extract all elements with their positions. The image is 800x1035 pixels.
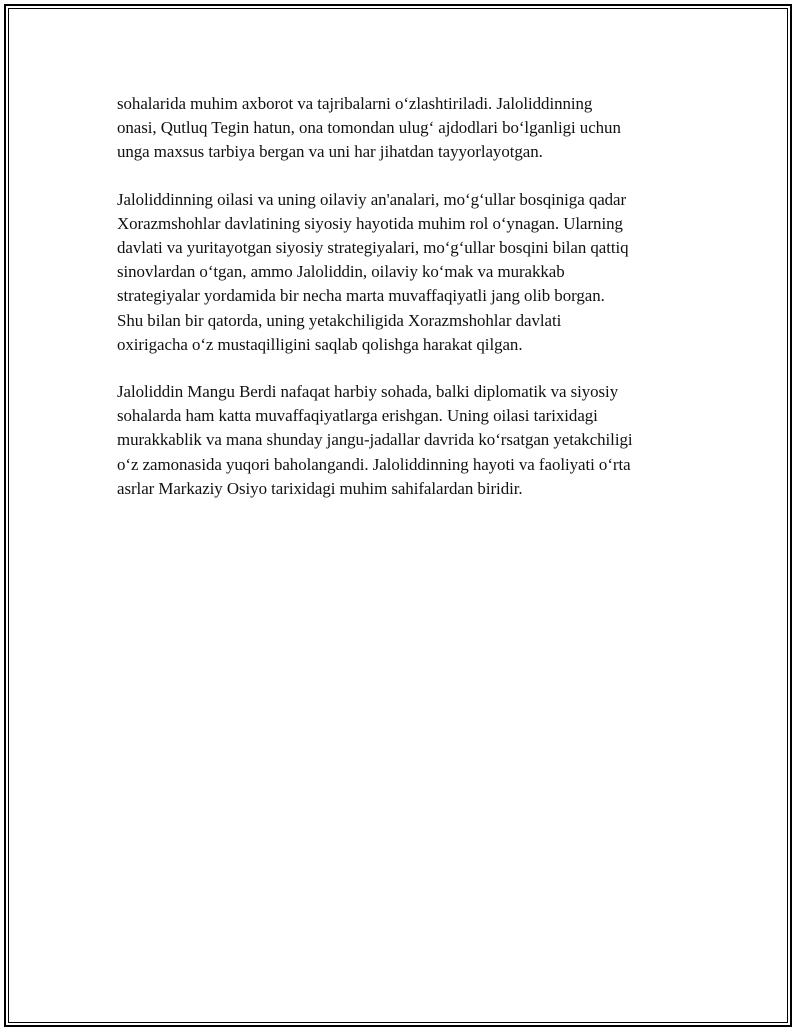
paragraph-2: Jaloliddinning oilasi va uning oilaviy an'analari, mo‘g‘ullar bosqiniga qadar Xorazmshohlar davlatining siyosiy hayotida muhim rol o‘ynagan. Ularning davlati va yuritayotgan siyosiy strategiyalari, mo‘g‘ullar bosqini bilan qattiq sinovlardan o‘tgan, ammo Jaloliddin, oilaviy ko‘mak va murakkab strategiyalar yordamida bir necha marta muvaffaqiyatli jang olib borgan. Shu bilan bir qatorda, uning yetakchiligida Xorazmshohlar davlati oxirigacha o‘z mustaqilligini saqlab qolishga harakat qilgan. bbox=[117, 189, 629, 354]
paragraph-1: sohalarida muhim axborot va tajribalarni o‘zlashtiriladi. Jaloliddinning onasi, Qutluq Tegin hatun, ona tomondan ulug‘ ajdodlari bo‘lganligi uchun unga maxsus tarbiya bergan va uni har jihatdan tayyorlayotgan. bbox=[117, 94, 621, 162]
paragraph-3: Jaloliddin Mangu Berdi nafaqat harbiy sohada, balki diplomatik va siyosiy sohalarda ham katta muvaffaqiyatlarga erishgan. Uning oilasi tarixidagi murakkablik va mana shunday jangu-jadallar davrida ko‘rsatgan yetakchiligi o‘z zamonasida yuqori baholangandi. Jaloliddinning hayoti va faoliyati o‘rta asrlar Markaziy Osiyo tarixidagi muhim sahifalardan biridir. bbox=[117, 382, 633, 498]
document-body bbox=[117, 92, 707, 524]
